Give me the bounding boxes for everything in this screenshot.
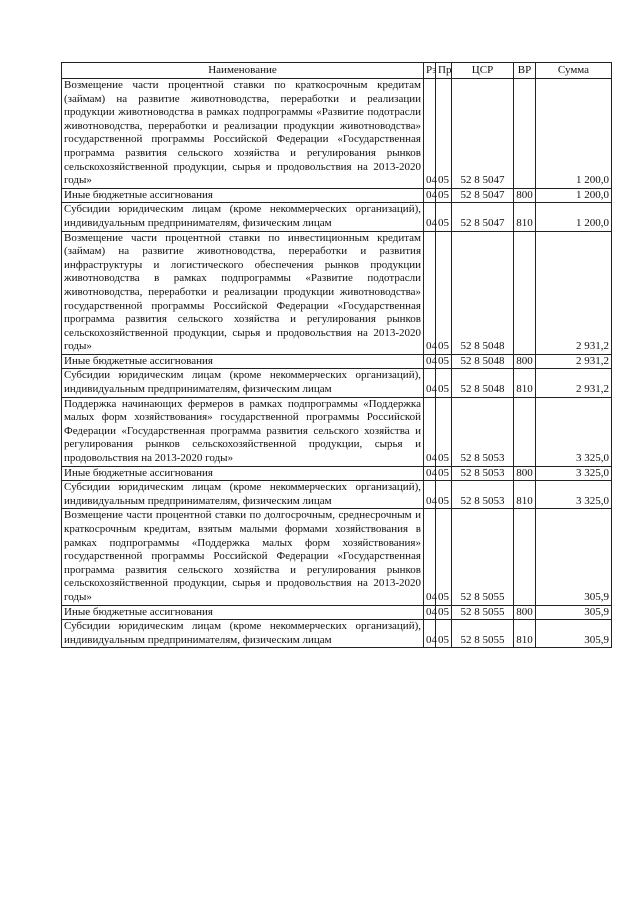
row-csr-cell: 52 8 5053 bbox=[452, 466, 514, 481]
row-pr-cell: 05 bbox=[436, 620, 452, 648]
table-row bbox=[62, 509, 612, 605]
row-name-cell: Субсидии юридическим лицам (кроме некоммерческих организаций), индивидуальным предпринимателям, физическим лицам bbox=[62, 203, 424, 231]
row-sum-cell: 305,9 bbox=[536, 620, 612, 648]
table-row bbox=[62, 203, 612, 231]
row-rz-cell: 04 bbox=[424, 397, 436, 466]
header-name: Наименование bbox=[62, 63, 424, 79]
row-rz-cell: 04 bbox=[424, 79, 436, 189]
row-pr-cell: 05 bbox=[436, 509, 452, 605]
row-rz-cell: 04 bbox=[424, 203, 436, 231]
row-csr-cell: 52 8 5055 bbox=[452, 605, 514, 620]
table-row bbox=[62, 354, 612, 369]
row-pr-cell: 05 bbox=[436, 203, 452, 231]
table-row bbox=[62, 79, 612, 189]
row-vr-cell: 810 bbox=[514, 203, 536, 231]
row-rz-cell: 04 bbox=[424, 466, 436, 481]
header-sum: Сумма bbox=[536, 63, 612, 79]
table-header-row bbox=[62, 63, 612, 79]
row-vr-cell: 810 bbox=[514, 481, 536, 509]
row-rz-cell: 04 bbox=[424, 509, 436, 605]
row-rz-cell: 04 bbox=[424, 354, 436, 369]
row-pr-cell: 05 bbox=[436, 605, 452, 620]
row-csr-cell: 52 8 5053 bbox=[452, 397, 514, 466]
row-csr-cell: 52 8 5048 bbox=[452, 231, 514, 354]
header-csr: ЦСР bbox=[452, 63, 514, 79]
row-name-cell: Иные бюджетные ассигнования bbox=[62, 466, 424, 481]
row-sum-cell: 1 200,0 bbox=[536, 79, 612, 189]
row-name-cell: Возмещение части процентной ставки по долгосрочным, среднесрочным и краткосрочным кредитам, взятым малыми формами хозяйствования в рамках подпрограммы «Поддержка малых форм хозяйствования» государственной программы Российской Федерации «Государственная программа развития сельского хозяйства и регулирования рынков сельскохозяйственной продукции, сырья и продовольствия на 2013-2020 годы» bbox=[62, 509, 424, 605]
row-pr-cell: 05 bbox=[436, 231, 452, 354]
row-sum-cell: 2 931,2 bbox=[536, 231, 612, 354]
table-row bbox=[62, 397, 612, 466]
header-rz: Рз bbox=[424, 63, 436, 79]
row-sum-cell: 2 931,2 bbox=[536, 354, 612, 369]
row-pr-cell: 05 bbox=[436, 188, 452, 203]
header-pr: Пр bbox=[436, 63, 452, 79]
row-csr-cell: 52 8 5048 bbox=[452, 354, 514, 369]
budget-table bbox=[61, 62, 612, 648]
row-rz-cell: 04 bbox=[424, 188, 436, 203]
row-vr-cell: 800 bbox=[514, 466, 536, 481]
table-row bbox=[62, 188, 612, 203]
row-pr-cell: 05 bbox=[436, 397, 452, 466]
row-sum-cell: 3 325,0 bbox=[536, 481, 612, 509]
row-csr-cell: 52 8 5047 bbox=[452, 188, 514, 203]
row-sum-cell: 3 325,0 bbox=[536, 466, 612, 481]
row-sum-cell: 1 200,0 bbox=[536, 203, 612, 231]
table-body bbox=[62, 79, 612, 648]
row-pr-cell: 05 bbox=[436, 466, 452, 481]
row-rz-cell: 04 bbox=[424, 481, 436, 509]
row-csr-cell: 52 8 5053 bbox=[452, 481, 514, 509]
row-vr-cell: 800 bbox=[514, 605, 536, 620]
row-name-cell: Возмещение части процентной ставки по инвестиционным кредитам (займам) на развитие животноводства, переработки и развития инфраструктуры и логистического обеспечения рынков продукции животноводства в рамках подпрограммы «Развитие подотрасли животноводства, переработки и реализации продукции животноводства» государственной программы Российской Федерации «Государственная программа развития сельского хозяйства и регулирования рынков сельскохозяйственной продукции, сырья и продовольствия на 2013-2020 годы» bbox=[62, 231, 424, 354]
row-vr-cell bbox=[514, 79, 536, 189]
row-sum-cell: 3 325,0 bbox=[536, 397, 612, 466]
row-name-cell: Субсидии юридическим лицам (кроме некоммерческих организаций), индивидуальным предпринимателям, физическим лицам bbox=[62, 481, 424, 509]
row-rz-cell: 04 bbox=[424, 231, 436, 354]
row-vr-cell: 800 bbox=[514, 188, 536, 203]
row-name-cell: Субсидии юридическим лицам (кроме некоммерческих организаций), индивидуальным предпринимателям, физическим лицам bbox=[62, 369, 424, 397]
row-vr-cell bbox=[514, 509, 536, 605]
row-pr-cell: 05 bbox=[436, 369, 452, 397]
row-name-cell: Поддержка начинающих фермеров в рамках подпрограммы «Поддержка малых форм хозяйствования» государственной программы Российской Федерации «Государственная программа развития сельского хозяйства и регулирования рынков сельскохозяйственной продукции, сырья и продовольствия на 2013-2020 годы» bbox=[62, 397, 424, 466]
table-row bbox=[62, 620, 612, 648]
row-pr-cell: 05 bbox=[436, 354, 452, 369]
row-name-cell: Иные бюджетные ассигнования bbox=[62, 188, 424, 203]
row-csr-cell: 52 8 5055 bbox=[452, 620, 514, 648]
table-row bbox=[62, 466, 612, 481]
row-sum-cell: 2 931,2 bbox=[536, 369, 612, 397]
row-sum-cell: 1 200,0 bbox=[536, 188, 612, 203]
row-name-cell: Возмещение части процентной ставки по краткосрочным кредитам (займам) на развитие животноводства, переработки и реализации продукции животноводства в рамках подпрограммы «Развитие подотрасли животноводства, переработки и реализации продукции животноводства» государственной программы Российской Федерации «Государственная программа развития сельского хозяйства и регулирования рынков сельскохозяйственной продукции, сырья и продовольствия на 2013-2020 годы» bbox=[62, 79, 424, 189]
row-vr-cell: 810 bbox=[514, 620, 536, 648]
row-vr-cell: 810 bbox=[514, 369, 536, 397]
row-vr-cell bbox=[514, 231, 536, 354]
row-csr-cell: 52 8 5047 bbox=[452, 79, 514, 189]
table-row bbox=[62, 231, 612, 354]
row-sum-cell: 305,9 bbox=[536, 605, 612, 620]
table-row bbox=[62, 369, 612, 397]
row-name-cell: Иные бюджетные ассигнования bbox=[62, 605, 424, 620]
row-csr-cell: 52 8 5048 bbox=[452, 369, 514, 397]
row-name-cell: Субсидии юридическим лицам (кроме некоммерческих организаций), индивидуальным предпринимателям, физическим лицам bbox=[62, 620, 424, 648]
row-vr-cell bbox=[514, 397, 536, 466]
row-pr-cell: 05 bbox=[436, 79, 452, 189]
row-csr-cell: 52 8 5047 bbox=[452, 203, 514, 231]
row-name-cell: Иные бюджетные ассигнования bbox=[62, 354, 424, 369]
row-pr-cell: 05 bbox=[436, 481, 452, 509]
table-row bbox=[62, 481, 612, 509]
row-csr-cell: 52 8 5055 bbox=[452, 509, 514, 605]
row-sum-cell: 305,9 bbox=[536, 509, 612, 605]
header-vr: ВР bbox=[514, 63, 536, 79]
row-rz-cell: 04 bbox=[424, 369, 436, 397]
table-row bbox=[62, 605, 612, 620]
row-rz-cell: 04 bbox=[424, 605, 436, 620]
row-vr-cell: 800 bbox=[514, 354, 536, 369]
row-rz-cell: 04 bbox=[424, 620, 436, 648]
